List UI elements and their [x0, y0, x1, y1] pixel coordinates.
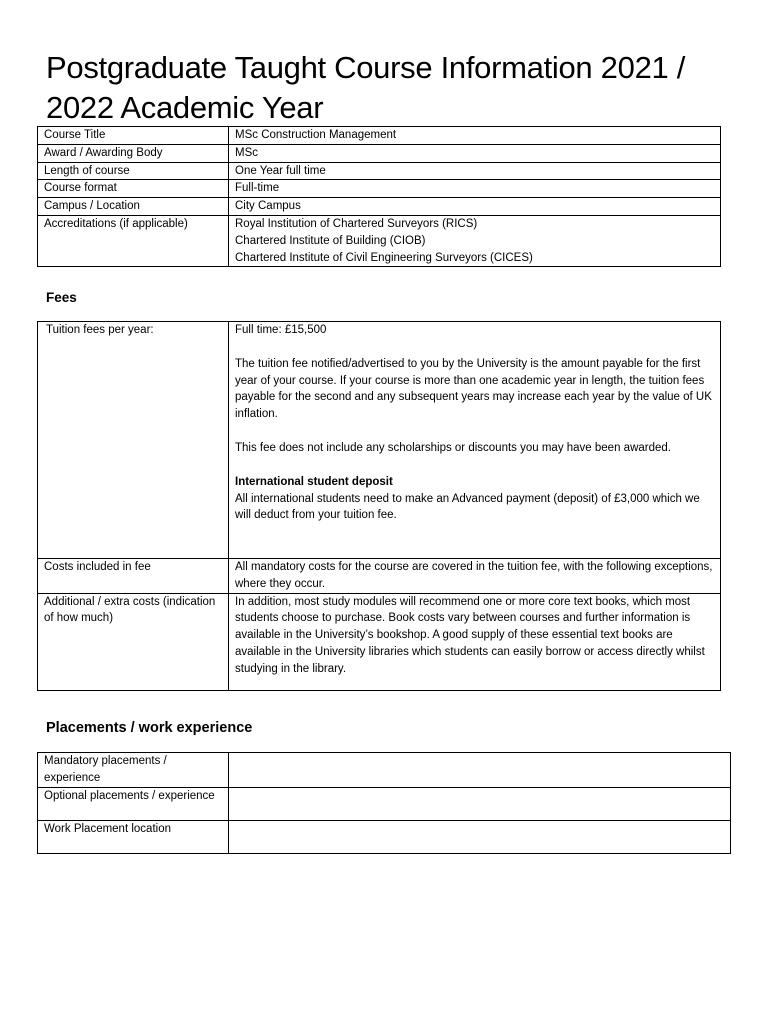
additional-label: Additional / extra costs (indication of how much) [38, 593, 229, 690]
placements-heading: Placements / work experience [46, 720, 253, 736]
deposit-heading: International student deposit [235, 475, 393, 488]
accreditations-label: Accreditations (if applicable) [38, 215, 229, 266]
fees-table [37, 321, 721, 691]
mandatory-placements-label: Mandatory placements / experience [38, 753, 229, 788]
table-row [38, 787, 731, 820]
page-title: Postgraduate Taught Course Information 2021 / 2022 Academic Year [46, 50, 686, 125]
tuition-amount: Full time: £15,500 [235, 324, 327, 336]
tuition-label: Tuition fees per year: [38, 322, 229, 559]
campus-value: City Campus [229, 198, 721, 216]
scholarship-note: This fee does not include any scholarships or discounts you may have been awarded. [235, 441, 671, 454]
format-label: Course format [38, 180, 229, 198]
accreditation-item: Royal Institution of Chartered Surveyors (RICS) [235, 217, 478, 230]
campus-label: Campus / Location [38, 198, 229, 216]
course-title-label: Course Title [38, 127, 229, 145]
table-row [38, 322, 721, 559]
deposit-text: All international students need to make an Advanced payment (deposit) of £3,000 which we will deduct from your tuition fee. [235, 492, 700, 522]
award-value: MSc [229, 144, 721, 162]
included-text: All mandatory costs for the course are covered in the tuition fee, with the following exceptions, where they occur. [229, 559, 721, 594]
accreditation-item: Chartered Institute of Civil Engineering Surveyors (CICES) [235, 251, 533, 264]
format-value: Full-time [229, 180, 721, 198]
course-title-value: MSc Construction Management [229, 127, 721, 145]
table-row [38, 215, 721, 266]
table-row [38, 559, 721, 594]
optional-placements-label: Optional placements / experience [38, 787, 229, 820]
table-row [38, 180, 721, 198]
table-row [38, 753, 731, 788]
table-row [38, 593, 721, 690]
table-row [38, 198, 721, 216]
tuition-details [229, 322, 721, 559]
course-info-table [37, 126, 721, 267]
table-row [38, 820, 731, 853]
fees-heading: Fees [46, 290, 77, 305]
table-row [38, 144, 721, 162]
length-label: Length of course [38, 162, 229, 180]
placement-location-label: Work Placement location [38, 820, 229, 853]
tuition-note: The tuition fee notified/advertised to you by the University is the amount payable for the first year of your course. If your course is more than one academic year in length, the tuition fees payable for the second and any subsequent years may increase each year by the value of UK inflation. [235, 357, 712, 421]
mandatory-placements-value [229, 753, 731, 788]
optional-placements-value [229, 787, 731, 820]
table-row [38, 162, 721, 180]
award-label: Award / Awarding Body [38, 144, 229, 162]
accreditation-item: Chartered Institute of Building (CIOB) [235, 234, 426, 247]
placements-table [37, 752, 731, 854]
table-row [38, 127, 721, 145]
placement-location-value [229, 820, 731, 853]
additional-text: In addition, most study modules will recommend one or more core text books, which most students choose to purchase. Book costs vary between courses and further information is available in the University’s bookshop. A good supply of these essential text books are available in the University libraries which students can easily borrow or access directly whilst studying in the library. [229, 593, 721, 690]
accreditations-value [229, 215, 721, 266]
length-value: One Year full time [229, 162, 721, 180]
included-label: Costs included in fee [38, 559, 229, 594]
